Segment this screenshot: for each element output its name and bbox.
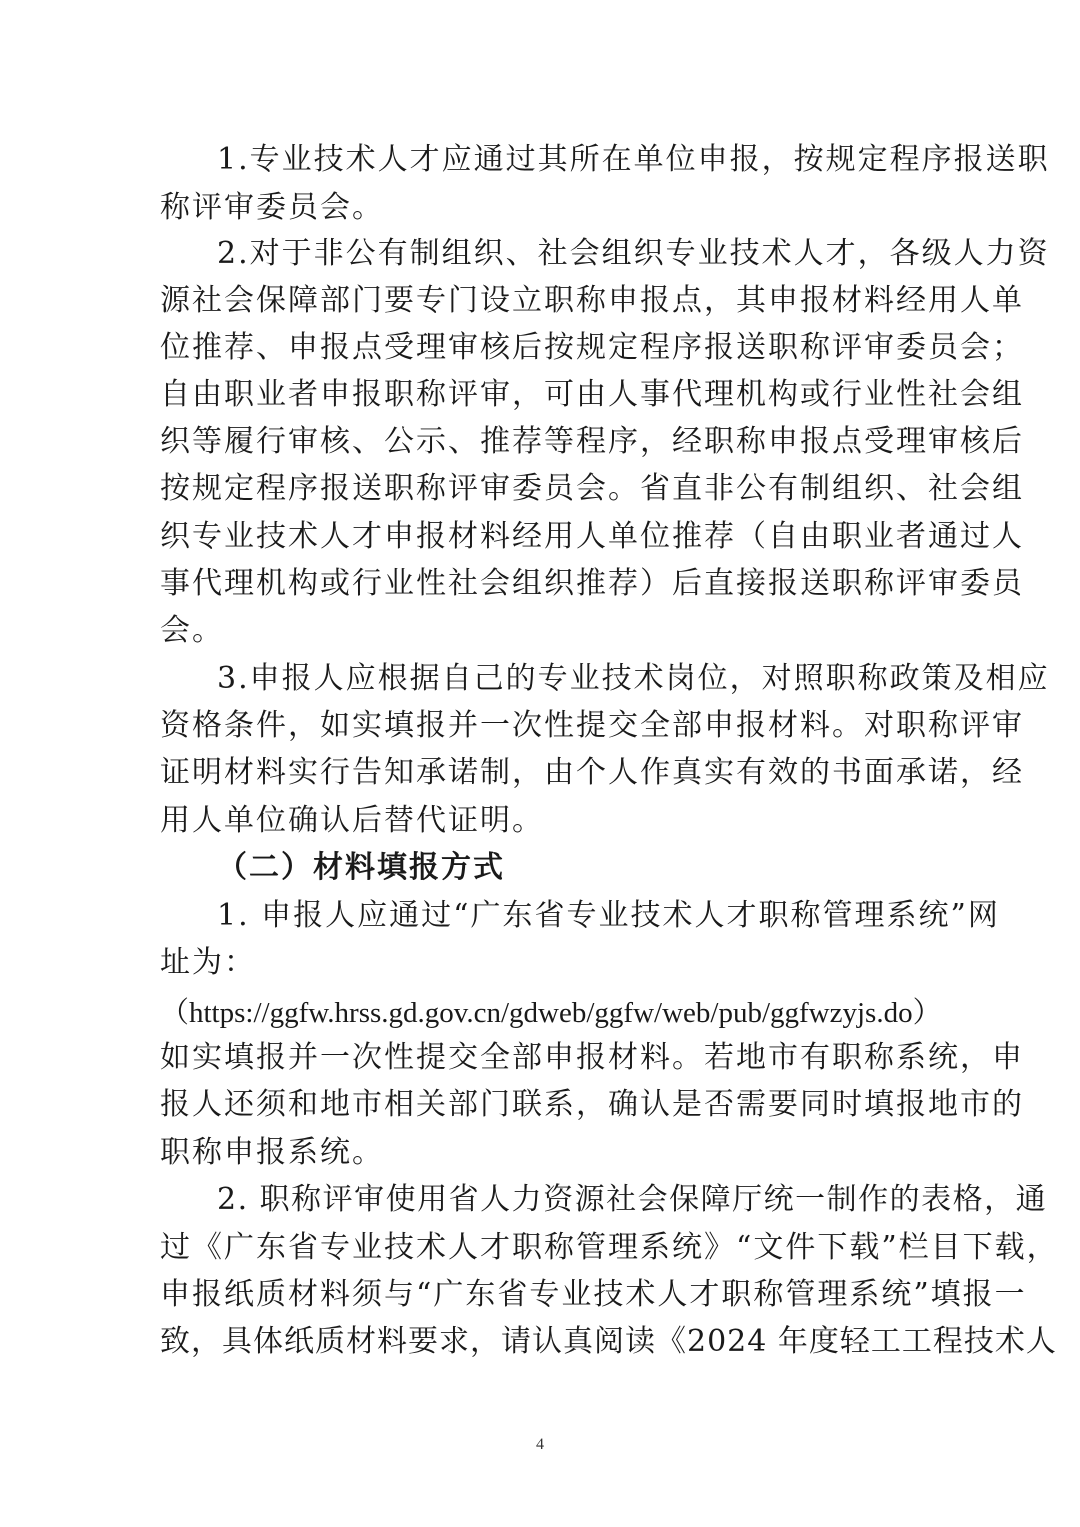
paragraph-line: 1. 申报人应通过“广东省专业技术人才职称管理系统”网 <box>217 898 1000 933</box>
paragraph-line: 址为： <box>160 945 256 980</box>
paragraph-line: 资格条件，如实填报并一次性提交全部申报材料。对职称评审 <box>160 708 1024 743</box>
paragraph-line: 2.对于非公有制组织、社会组织专业技术人才，各级人力资 <box>217 236 1050 271</box>
paragraph-line: 如实填报并一次性提交全部申报材料。若地市有职称系统，申 <box>160 1040 1024 1075</box>
paragraph-line: 自由职业者申报职称评审，可由人事代理机构或行业性社会组 <box>160 377 1024 412</box>
paragraph-line: 会。 <box>160 613 224 648</box>
paragraph-line: 致，具体纸质材料要求，请认真阅读《2024 年度轻工工程技术人 <box>160 1324 1057 1359</box>
paragraph-line: 称评审委员会。 <box>160 190 384 225</box>
page-number: 4 <box>536 1436 544 1453</box>
paragraph-line: 1.专业技术人才应通过其所在单位申报，按规定程序报送职 <box>217 142 1050 177</box>
section-heading: （二）材料填报方式 <box>217 850 505 885</box>
paragraph-line: 报人还须和地市相关部门联系，确认是否需要同时填报地市的 <box>160 1087 1024 1122</box>
paragraph-line: 证明材料实行告知承诺制，由个人作真实有效的书面承诺，经 <box>160 755 1024 790</box>
system-url: （https://ggfw.hrss.gd.gov.cn/gdweb/ggfw/web/pub/ggfwzyjs.do） <box>160 997 942 1029</box>
paragraph-line: 按规定程序报送职称评审委员会。省直非公有制组织、社会组 <box>160 471 1024 506</box>
paragraph-line: 2. 职称评审使用省人力资源社会保障厅统一制作的表格，通 <box>217 1182 1048 1217</box>
paragraph-line: 源社会保障部门要专门设立职称申报点，其申报材料经用人单 <box>160 283 1024 318</box>
paragraph-line: 过《广东省专业技术人才职称管理系统》“文件下载”栏目下载， <box>160 1230 1059 1265</box>
paragraph-line: 用人单位确认后替代证明。 <box>160 803 544 838</box>
paragraph-line: 事代理机构或行业性社会组织推荐）后直接报送职称评审委员 <box>160 566 1024 601</box>
paragraph-line: 位推荐、申报点受理审核后按规定程序报送职称评审委员会； <box>160 330 1024 365</box>
paragraph-line: 3.申报人应根据自己的专业技术岗位，对照职称政策及相应 <box>217 661 1050 696</box>
paragraph-line: 职称申报系统。 <box>160 1135 384 1170</box>
paragraph-line: 申报纸质材料须与“广东省专业技术人才职称管理系统”填报一 <box>160 1277 1027 1312</box>
paragraph-line: 织专业技术人才申报材料经用人单位推荐（自由职业者通过人 <box>160 519 1024 554</box>
paragraph-line: 织等履行审核、公示、推荐等程序，经职称申报点受理审核后 <box>160 424 1024 459</box>
